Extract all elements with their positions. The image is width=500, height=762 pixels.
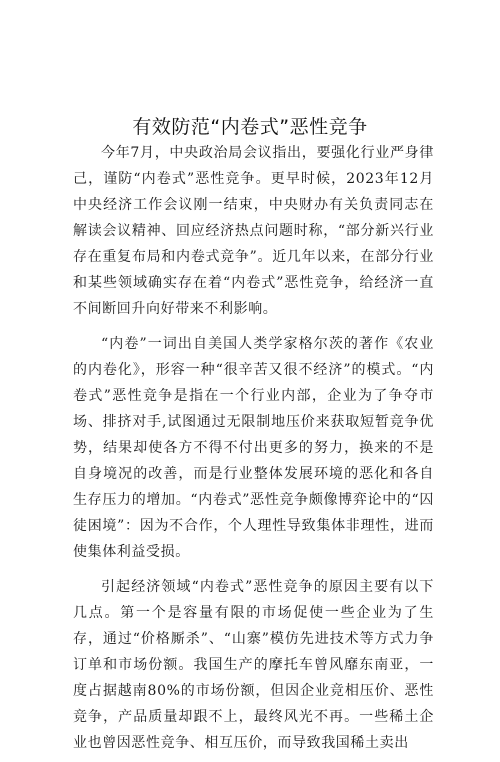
paragraph: 引起经济领域“内卷式”恶性竞争的原因主要有以下几点。第一个是容量有限的市场促使一些企业为了生存，通过“价格厮杀”、“山寨”模仿先进技术等方式力争订单和市场份额。我国生产的摩托车曾风靡东南亚，一度占据越南80%的市场份额，但因企业竞相压价、恶性竞争，产品质量却跟不上，最终风光不再。一些稀土企业也曾因恶性竞争、相互压价，而导致我国稀土卖出 (73, 579, 434, 751)
paragraph: “内卷”一词出自美国人类学家格尔茨的著作《农业的内卷化》，形容一种“很辛苦又很不经济”的模式。“内卷式”恶性竞争是指在一个行业内部，企业为了争夺市场、排挤对手,试图通过无限制地压价来获取短暂竞争优势，结果却使各方不得不付出更多的努力，换来的不是自身境况的改善，而是行业整体发展环境的恶化和各自生存压力的增加。“内卷式”恶性竞争颇像博弈论中的“囚徒困境”：因为不合作，个人理性导致集体非理性，进而使集体利益受损。 (73, 336, 434, 560)
paragraph: 今年7月，中央政治局会议指出，要强化行业严身律己，谨防“内卷式”恶性竞争。更早时候，2023年12月中央经济工作会议刚一结束，中央财办有关负责同志在解读会议精神、回应经济热点问题时称，“部分新兴行业存在重复布局和内卷式竞争”。近几年以来，在部分行业和某些领域确实存在着“内卷式”恶性竞争，给经济一直不间断回升向好带来不利影响。 (73, 145, 434, 317)
document-title: 有效防范“内卷式”恶性竞争 (132, 116, 368, 138)
document-body (73, 140, 434, 762)
